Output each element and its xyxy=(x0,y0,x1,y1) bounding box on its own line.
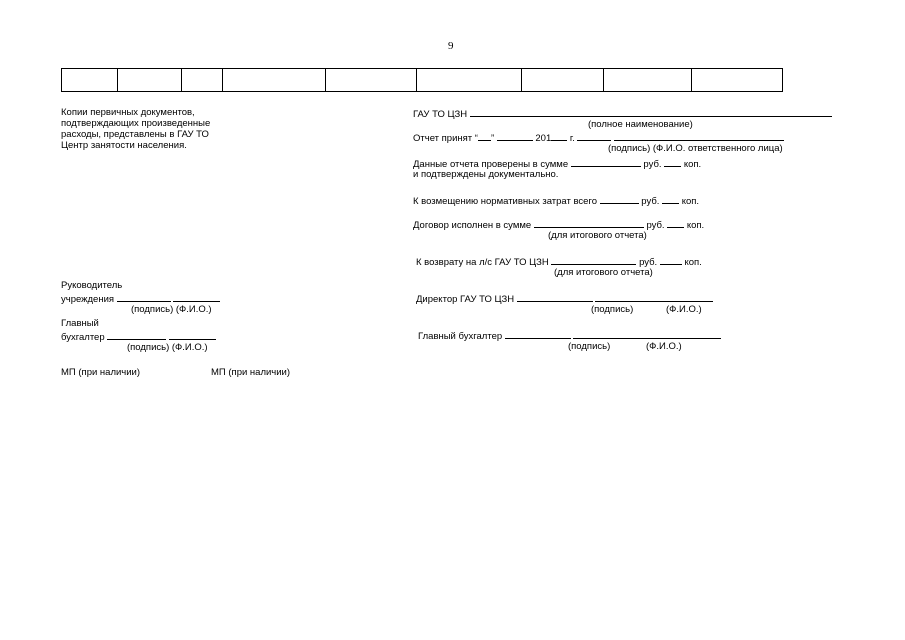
refund-kop-line[interactable] xyxy=(660,255,682,265)
director-caption-sign: (подпись) xyxy=(591,304,634,315)
accountant-label-2: бухгалтер xyxy=(61,332,105,343)
kop-label: коп. xyxy=(686,220,705,231)
head-label-1: Руководитель xyxy=(61,280,123,291)
kop-label: коп. xyxy=(683,159,702,170)
rub-label: руб. xyxy=(646,220,665,231)
table-cell xyxy=(62,69,118,92)
copies-note xyxy=(61,107,210,151)
table-cell xyxy=(118,69,182,92)
head-caption: (подпись) (Ф.И.О.) xyxy=(131,304,212,315)
kop-label: коп. xyxy=(684,257,702,268)
reimburse-prefix: К возмещению нормативных затрат всего xyxy=(413,196,598,207)
reimburse-kop-line[interactable] xyxy=(662,194,679,204)
rub-label: руб. xyxy=(643,159,662,170)
table-cell xyxy=(692,69,783,92)
verified-kop-line[interactable] xyxy=(664,157,681,167)
table-cell xyxy=(417,69,522,92)
report-accepted-suffix: г. xyxy=(569,133,575,144)
table-cell xyxy=(223,69,326,92)
table-cell xyxy=(326,69,417,92)
empty-table-row xyxy=(61,68,783,92)
rub-label: руб. xyxy=(641,196,660,207)
head-signature-line[interactable] xyxy=(117,292,171,302)
seal-place-1: МП (при наличии) xyxy=(61,367,141,378)
report-accepted-prefix: Отчет принят “ xyxy=(413,133,478,144)
director-signature-line[interactable] xyxy=(517,292,593,302)
accountant-label-1: Главный xyxy=(61,318,99,329)
org-caption: (полное наименование) xyxy=(588,119,693,130)
table-cell xyxy=(182,69,223,92)
verified-prefix: Данные отчета проверены в сумме xyxy=(413,159,569,170)
report-caption: (подпись) (Ф.И.О. ответственного лица) xyxy=(608,143,783,154)
kop-label: коп. xyxy=(681,196,700,207)
chief-accountant-label: Главный бухгалтер xyxy=(418,331,503,342)
accountant-signature-line[interactable] xyxy=(107,330,166,340)
table-cell xyxy=(604,69,692,92)
director-name-line[interactable] xyxy=(595,292,713,302)
director-caption-name: (Ф.И.О.) xyxy=(666,304,702,315)
report-accepted-mid: ” xyxy=(490,133,495,144)
accountant-caption: (подпись) (Ф.И.О.) xyxy=(127,342,208,353)
chief-accountant-caption-sign: (подпись) xyxy=(568,341,611,352)
refund-amount-line[interactable] xyxy=(551,255,636,265)
page-number: 9 xyxy=(448,40,454,52)
contract-amount-line[interactable] xyxy=(534,218,644,228)
head-label-2: учреждения xyxy=(61,294,115,305)
table-cell xyxy=(522,69,604,92)
chief-accountant-caption-name: (Ф.И.О.) xyxy=(646,341,682,352)
rub-label: руб. xyxy=(639,257,658,268)
org-name-line[interactable] xyxy=(470,107,832,117)
verified-line2: и подтверждены документально. xyxy=(413,169,559,180)
org-label: ГАУ ТО ЦЗН xyxy=(413,109,468,120)
day-line[interactable] xyxy=(478,131,491,141)
report-signature-line[interactable] xyxy=(577,131,611,141)
refund-prefix: К возврату на л/с ГАУ ТО ЦЗН xyxy=(416,257,549,268)
final-caption-1: (для итогового отчета) xyxy=(548,230,647,241)
seal-place-2: МП (при наличии) xyxy=(211,367,291,378)
director-label: Директор ГАУ ТО ЦЗН xyxy=(416,294,515,305)
head-name-line[interactable] xyxy=(173,292,220,302)
chief-accountant-name-line[interactable] xyxy=(573,329,721,339)
report-accepted-year: 201 xyxy=(535,133,552,144)
contract-kop-line[interactable] xyxy=(667,218,684,228)
reimburse-row xyxy=(413,194,699,207)
copies-note-line: расходы, представлены в ГАУ ТО xyxy=(61,129,209,140)
contract-prefix: Договор исполнен в сумме xyxy=(413,220,532,231)
copies-note-line: Центр занятости населения. xyxy=(61,140,187,151)
verified-amount-line[interactable] xyxy=(571,157,641,167)
copies-note-line: Копии первичных документов, xyxy=(61,107,195,118)
chief-accountant-signature-line[interactable] xyxy=(505,329,571,339)
reimburse-amount-line[interactable] xyxy=(600,194,639,204)
final-caption-2: (для итогового отчета) xyxy=(554,267,653,278)
month-line[interactable] xyxy=(497,131,533,141)
copies-note-line: подтверждающих произведенные xyxy=(61,118,211,129)
accountant-name-line[interactable] xyxy=(169,330,216,340)
report-name-line[interactable] xyxy=(614,131,784,141)
year-line[interactable] xyxy=(551,131,567,141)
